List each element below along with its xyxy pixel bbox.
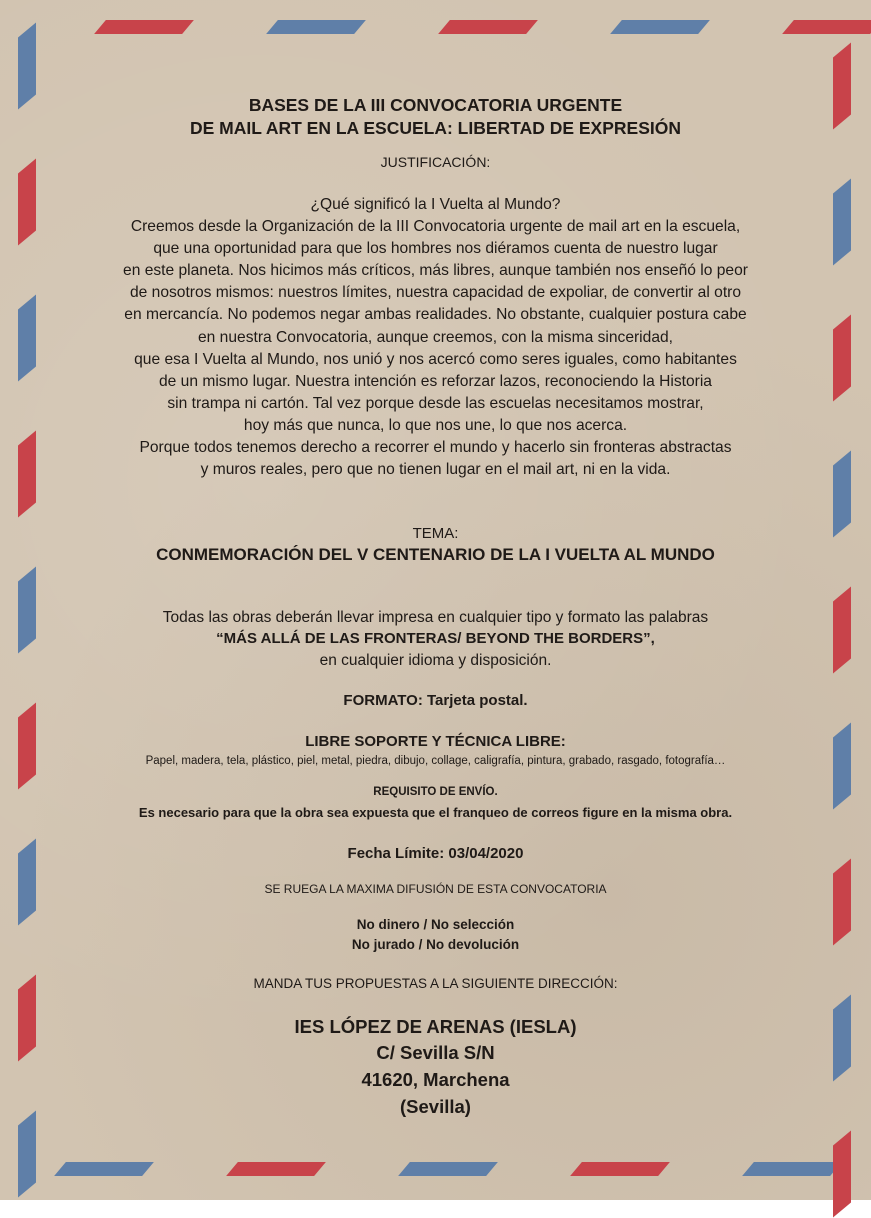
airmail-stripe bbox=[54, 1162, 154, 1176]
airmail-stripe bbox=[18, 838, 36, 925]
airmail-stripe bbox=[438, 20, 538, 34]
support-list: Papel, madera, tela, plástico, piel, metal, piedra, dibujo, collage, caligrafía, pintura, grabado, rasgado, fotografía… bbox=[145, 755, 726, 767]
airmail-stripe bbox=[18, 294, 36, 381]
works-line-3: en cualquier idioma y disposición. bbox=[319, 652, 552, 669]
airmail-stripe bbox=[833, 722, 851, 809]
justification-line: Porque todos tenemos derecho a recorrer el mundo y hacerlo sin fronteras abstractas bbox=[139, 439, 732, 457]
airmail-stripe bbox=[18, 974, 36, 1061]
airmail-stripe bbox=[833, 1130, 851, 1217]
airmail-stripe bbox=[94, 20, 194, 34]
justification-label: JUSTIFICACIÓN: bbox=[380, 154, 491, 170]
deadline: Fecha Límite: 03/04/2020 bbox=[347, 845, 524, 862]
justification-line: que esa I Vuelta al Mundo, nos unió y nos acercó como seres iguales, como habitantes bbox=[134, 350, 737, 368]
airmail-stripe bbox=[18, 702, 36, 789]
airmail-stripe bbox=[18, 430, 36, 517]
title-line-2: DE MAIL ART EN LA ESCUELA: LIBERTAD DE EXPRESIÓN bbox=[190, 118, 681, 138]
airmail-stripe bbox=[833, 178, 851, 265]
title-line-1: BASES DE LA III CONVOCATORIA URGENTE bbox=[248, 95, 623, 115]
airmail-stripe bbox=[782, 20, 871, 34]
justification-line: de un mismo lugar. Nuestra intención es reforzar lazos, reconociendo la Historia bbox=[159, 372, 712, 390]
airmail-stripe bbox=[833, 314, 851, 401]
justification-line: en nuestra Convocatoria, aunque creemos, con la misma sinceridad, bbox=[198, 328, 673, 346]
support-title: LIBRE SOPORTE Y TÉCNICA LIBRE: bbox=[305, 733, 566, 750]
justification-line: sin trampa ni cartón. Tal vez porque desde las escuelas necesitamos mostrar, bbox=[167, 394, 704, 412]
airmail-stripe bbox=[610, 20, 710, 34]
justification-line: y muros reales, pero que no tienen lugar en el mail art, ni en la vida. bbox=[200, 461, 671, 479]
airmail-stripe bbox=[398, 1162, 498, 1176]
address-line-4: (Sevilla) bbox=[400, 1096, 471, 1117]
justification-line: hoy más que nunca, lo que nos une, lo que nos acerca. bbox=[243, 416, 628, 434]
shipping-text: Es necesario para que la obra sea expuesta que el franqueo de correos figure en la misma obra. bbox=[138, 805, 733, 820]
airmail-stripe bbox=[833, 586, 851, 673]
airmail-stripe bbox=[833, 994, 851, 1081]
address-line-3: 41620, Marchena bbox=[361, 1069, 510, 1090]
airmail-stripe bbox=[742, 1162, 842, 1176]
justification-line: en mercancía. No podemos negar ambas realidades. No obstante, cualquier postura cabe bbox=[124, 306, 747, 324]
justification-line: ¿Qué significó la I Vuelta al Mundo? bbox=[310, 196, 561, 213]
airmail-stripe bbox=[226, 1162, 326, 1176]
format-line: FORMATO: Tarjeta postal. bbox=[343, 692, 528, 709]
shipping-title: REQUISITO DE ENVÍO. bbox=[373, 786, 498, 798]
airmail-stripe bbox=[833, 450, 851, 537]
rules-line-1: No dinero / No selección bbox=[356, 917, 515, 932]
airmail-stripe bbox=[570, 1162, 670, 1176]
send-label: MANDA TUS PROPUESTAS A LA SIGUIENTE DIRECCIÓN: bbox=[253, 976, 618, 991]
airmail-stripe bbox=[266, 20, 366, 34]
justification-line: que una oportunidad para que los hombres nos diéramos cuenta de nuestro lugar bbox=[153, 240, 718, 258]
theme-label: TEMA: bbox=[412, 525, 459, 542]
works-line-1: Todas las obras deberán llevar impresa en cualquier tipo y formato las palabras bbox=[162, 609, 709, 626]
airmail-stripe bbox=[833, 42, 851, 129]
address-line-1: IES LÓPEZ DE ARENAS (IESLA) bbox=[294, 1016, 577, 1037]
airmail-stripe bbox=[833, 858, 851, 945]
justification-line: Creemos desde la Organización de la III Convocatoria urgente de mail art en la escuela, bbox=[130, 218, 741, 236]
justification-text bbox=[50, 194, 821, 481]
address-line-2: C/ Sevilla S/N bbox=[376, 1042, 495, 1063]
airmail-stripe bbox=[18, 22, 36, 109]
airmail-stripe bbox=[18, 158, 36, 245]
airmail-stripe bbox=[18, 1110, 36, 1197]
diffusion-note: SE RUEGA LA MAXIMA DIFUSIÓN DE ESTA CONVOCATORIA bbox=[264, 882, 607, 896]
rules-line-2: No jurado / No devolución bbox=[351, 937, 520, 952]
justification-line: de nosotros mismos: nuestros límites, nuestra capacidad de expoliar, de convertir al otro bbox=[129, 284, 742, 302]
works-quote: “MÁS ALLÁ DE LAS FRONTERAS/ BEYOND THE BORDERS”, bbox=[216, 630, 655, 647]
justification-line: en este planeta. Nos hicimos más críticos, más libres, aunque también nos enseñó lo peor bbox=[123, 262, 748, 280]
airmail-stripe bbox=[18, 566, 36, 653]
theme-title: CONMEMORACIÓN DEL V CENTENARIO DE LA I VUELTA AL MUNDO bbox=[156, 545, 715, 564]
